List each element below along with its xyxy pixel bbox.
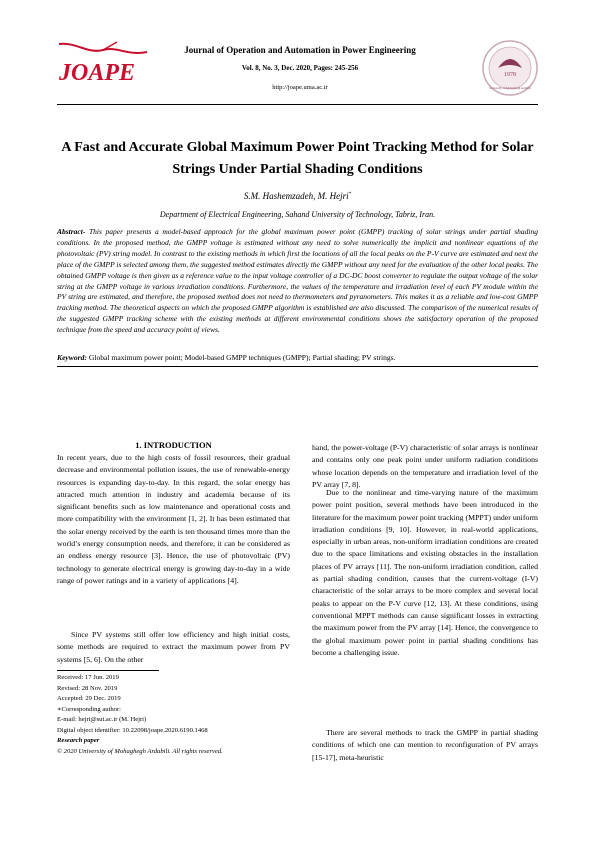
seal-year: 1978 bbox=[504, 72, 516, 78]
paper-type: Research paper bbox=[57, 737, 100, 744]
corresponding-author: ∗Corresponding author: bbox=[57, 705, 121, 713]
paragraph-text: Due to the nonlinear and time-varying nature of the maximum power point position, several methods have been introduced in the literature for the maximum power point tracking (MPPT) under uniform irradiation conditions [9, 10]. However, in real-world applications, especially in urban areas, non-uniform irradiation conditions are created due to the space limitations and existing obstacles in the installation places of PV arrays [11]. The non-uniform irradiation condition, called as partial shading condition, causes that the current-voltage (I-V) characteristic of the solar arrays to be more complex and several local peaks to appear on the P-V curve [12, 13]. At these conditions, using conventional MPPT methods can cause significant losses in extracting the maximum power from the PV array [14]. Hence, the convergence to the global maximum power point in partial shading conditions has become a challenging issue. bbox=[312, 488, 538, 657]
intro-paragraph-1 bbox=[57, 452, 290, 587]
journal-url[interactable]: http://joape.uma.ac.ir bbox=[272, 84, 328, 91]
section-heading: 1. INTRODUCTION bbox=[135, 440, 212, 450]
university-seal bbox=[481, 38, 539, 98]
abstract-label: Abstract- bbox=[57, 227, 86, 236]
journal-name: Journal of Operation and Automation in Power Engineering bbox=[184, 45, 416, 55]
keywords-label: Keyword: bbox=[57, 353, 87, 362]
affiliation: Department of Electrical Engineering, Sahand University of Technology, Tabriz, Iran. bbox=[159, 210, 436, 219]
author-names: S.M. Hashemzadeh, M. Hejri bbox=[243, 191, 349, 201]
received-date: Received: 17 Jun. 2019 bbox=[57, 674, 119, 681]
revised-date: Revised: 28 Nov. 2019 bbox=[57, 684, 118, 692]
paragraph-text: In recent years, due to the high costs of fossil resources, their gradual decrease and environmental pollution issues, the use of renewable-energy resources is expanding day-to-day. In this regard, the solar energy has attracted much attention in industry and academia because of its significant benefits such as low maintenance and operational costs and more compatibility with the environment [1, 2]. It has been estimated that the solar energy received by the earth is ten thousand times more than the world’s energy consumption needs, and therefore, it can be considered as an endless energy resource [3]. Hence, the use of photovoltaic (PV) technology to generate electrical energy is growing day-to-day in a wide range of power ratings and in a variety of applications [4]. bbox=[57, 453, 290, 585]
joape-logo-text: JOAPE bbox=[59, 60, 136, 86]
intro-paragraph-4 bbox=[312, 487, 538, 659]
footnote bbox=[57, 673, 290, 757]
intro-paragraph-2 bbox=[57, 629, 290, 666]
abstract bbox=[57, 227, 538, 336]
keywords-text: Global maximum power point; Model-based GMPP techniques (GMPP); Partial shading; PV strings. bbox=[86, 353, 396, 362]
copyright: © 2020 University of Mohaghegh Ardabili. All rights reserved. bbox=[57, 747, 223, 755]
corresponding-mark: * bbox=[348, 192, 352, 197]
header-rule bbox=[57, 104, 538, 105]
footnote-rule bbox=[57, 670, 159, 671]
paragraph-text: Since PV systems still offer low efficiency and high initial costs, some methods are required to extract the maximum power from PV systems [5, 6]. On the other bbox=[57, 630, 290, 664]
author-email[interactable]: E-mail: hejri@sut.ac.ir (M. Hejri) bbox=[57, 716, 147, 723]
joape-logo bbox=[57, 40, 149, 86]
abstract-text: This paper presents a model-based approach for the global maximum power point (GMPP) tracking of solar strings under partial shading conditions. In the proposed method, the GMPP voltage is estimated without any need to solve numerically the implicit and nonlinear equations of the photovoltaic (PV) string model. In contrast to the existing methods in which first the locations of all the local peaks on the P-V curve are estimated and next the place of the GMPP is selected among them, the suggested method estimates directly the GMPP without any need for the evaluation of the other local peaks. The obtained GMPP voltage is then given as a reference value to the input voltage controller of a DC-DC boost converter to regulate the output voltage of the solar string at the GMPP voltage in various irradiation conditions. Furthermore, the values of the temperature and irradiation level of each PV module within the PV string are estimated, and therefore, the proposed method does not need to thermometers and pyranometers. This makes it as a reliable and low-cost GMPP tracking method. The theoretical aspects on which the proposed GMPP algorithm is established are also discussed. The comparison of the numerical results of the suggested GMPP tracking scheme with the existing methods at different environmental conditions shows the satisfactory operation of the proposed technique from the speed and accuracy point of views. bbox=[57, 227, 539, 335]
intro-paragraph-5 bbox=[312, 727, 538, 764]
intro-paragraph-3 bbox=[312, 442, 538, 491]
abstract-rule bbox=[57, 366, 538, 367]
paragraph-text: hand, the power-voltage (P-V) characteristic of solar arrays is nonlinear and contains only one peak point under uniform radiation conditions whose location depends on the temperature and irradiation level of the PV array [7, 8]. bbox=[312, 443, 538, 489]
title-line-2: Strings Under Partial Shading Conditions bbox=[172, 162, 423, 177]
paper-title bbox=[57, 137, 538, 181]
seal-text: University of Mohaghegh Ardabili bbox=[489, 86, 531, 90]
title-line-1: A Fast and Accurate Global Maximum Power Point Tracking Method for Solar bbox=[61, 140, 534, 155]
authors bbox=[57, 191, 538, 201]
volume-info: Vol. 8, No. 3, Dec. 2020, Pages: 245-256 bbox=[241, 64, 359, 72]
accepted-date: Accepted: 29 Dec. 2019 bbox=[57, 695, 121, 702]
doi[interactable]: Digital object identifier: 10.22098/joape.2020.6190.1468 bbox=[57, 726, 208, 734]
paragraph-text: There are several methods to track the GMPP in partial shading conditions of which one can mention to reconfiguration of PV arrays [15-17], meta-heuristic bbox=[312, 728, 538, 762]
keywords bbox=[57, 353, 538, 362]
